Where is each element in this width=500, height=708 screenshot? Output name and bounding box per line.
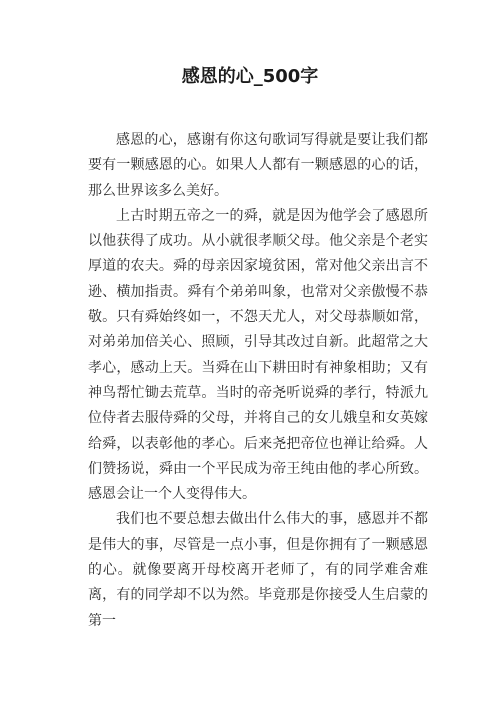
paragraph-3: 我们也不要总想去做出什么伟大的事，感恩并不都是伟大的事，尽管是一点小事，但是你拥有了一颗感恩的心。就像要离开母校离开老师了，有的同学难舍难离，有的同学却不以为然。毕竟那是你接受人生启蒙的第一 xyxy=(88,511,428,629)
document-body xyxy=(88,128,428,634)
document-title: 感恩的心_500字 xyxy=(181,66,319,87)
paragraph-1: 感恩的心，感谢有你这句歌词写得就是要让我们都要有一颗感恩的心。如果人人都有一颗感恩的心的话，那么世界该多么美好。 xyxy=(88,132,428,199)
paragraph-2: 上古时期五帝之一的舜，就是因为他学会了感恩所以他获得了成功。从小就很孝顺父母。他父亲是个老实厚道的农夫。舜的母亲因家境贫困，常对他父亲出言不逊、横加指责。舜有个弟弟叫象，也常对父亲傲慢不恭敬。只有舜始终如一，不怨天尤人，对父母恭顺如常，对弟弟加倍关心、照顾，引导其改过自新。此超常之大孝心，感动上天。当舜在山下耕田时有神象相助；又有神鸟帮忙锄去荒草。当时的帝尧听说舜的孝行，特派九位侍者去服侍舜的父母，并将自己的女儿娥皇和女英嫁给舜，以表彰他的孝心。后来尧把帝位也禅让给舜。人们赞扬说，舜由一个平民成为帝王纯由他的孝心所致。感恩会让一个人变得伟大。 xyxy=(88,207,428,503)
